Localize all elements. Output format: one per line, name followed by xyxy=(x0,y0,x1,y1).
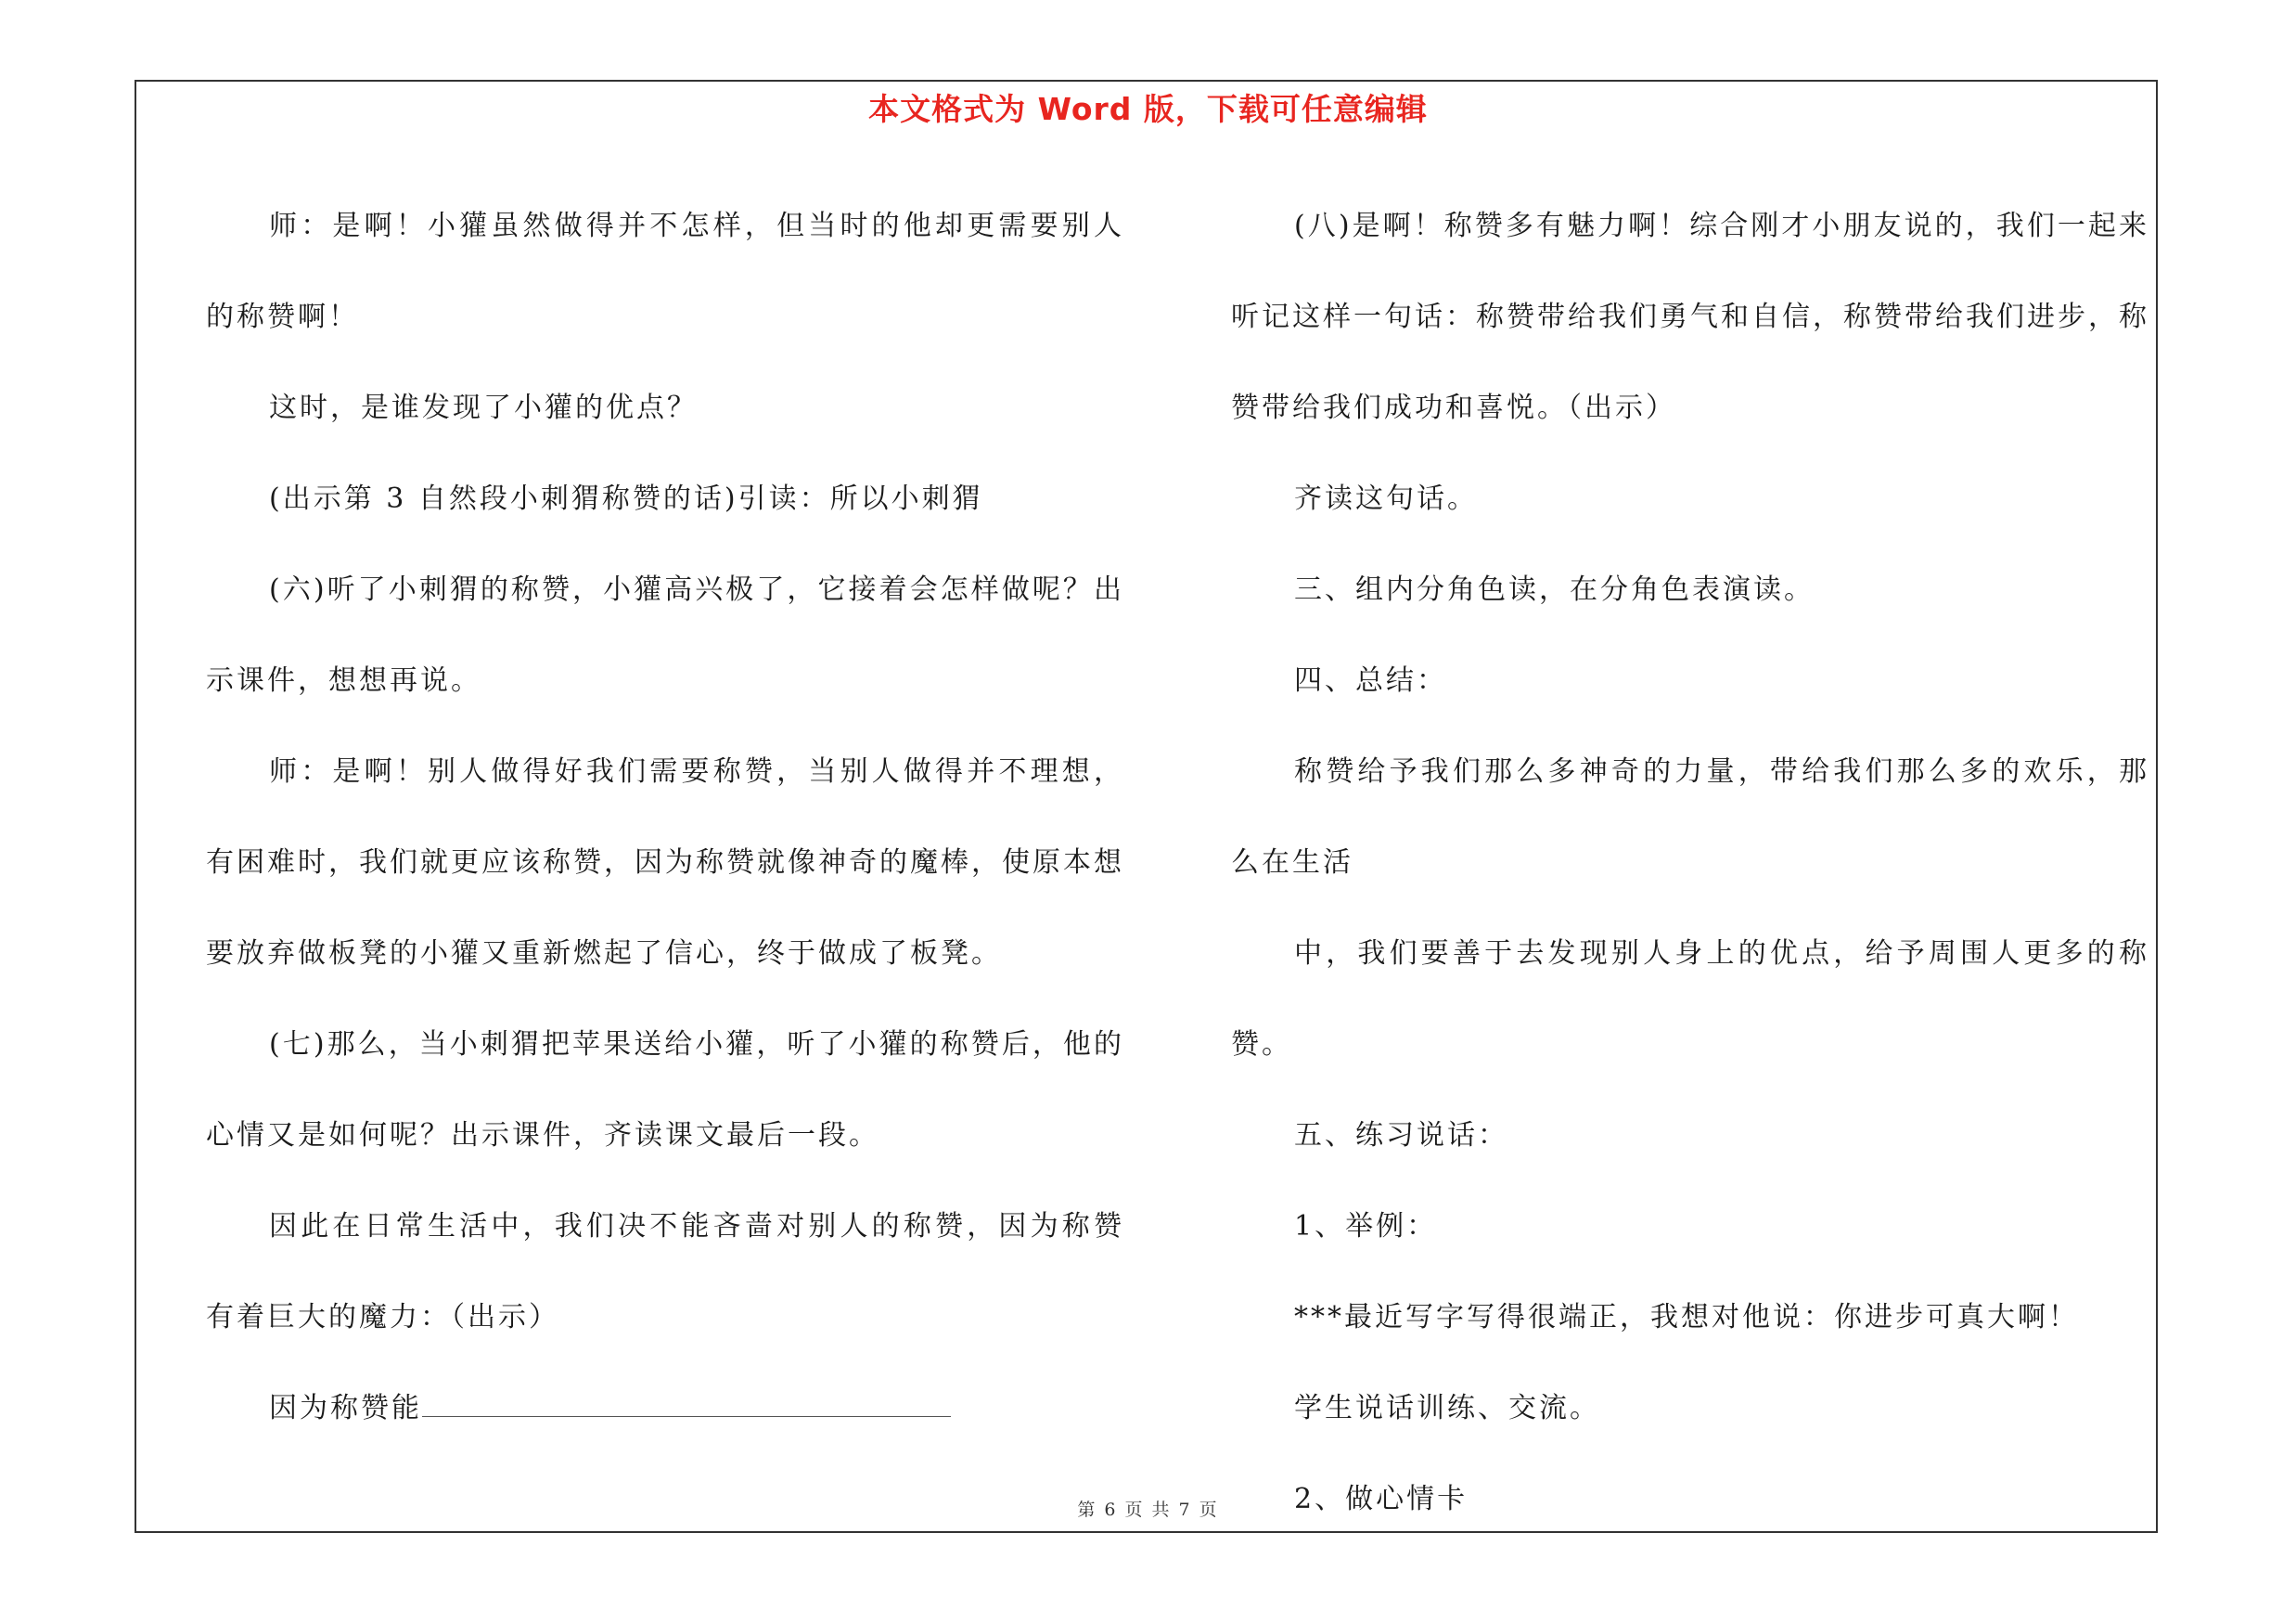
paragraph: 师：是啊！小獾虽然做得并不怎样，但当时的他却更需要别人的称赞啊！ xyxy=(206,210,1124,333)
paragraph: 这时，是谁发现了小獾的优点？ xyxy=(269,392,698,424)
list-item: 1、举例： xyxy=(1294,1210,1438,1243)
paragraph: ***最近写字写得很端正，我想对他说：你进步可真大啊！ xyxy=(1294,1301,2079,1333)
paragraph: (七)那么，当小刺猬把苹果送给小獾，听了小獾的称赞后，他的心情又是如何呢？出示课件，齐读课文最后一段。 xyxy=(206,1028,1124,1152)
fill-in-prompt: 因为称赞能 xyxy=(269,1392,422,1424)
paragraph: 因此在日常生活中，我们决不能吝啬对别人的称赞，因为称赞有着巨大的魔力：（出示） xyxy=(206,1210,1124,1333)
paragraph: (六)听了小刺猬的称赞，小獾高兴极了，它接着会怎样做呢？出示课件，想想再说。 xyxy=(206,573,1124,697)
right-column xyxy=(1231,181,2149,1545)
paragraph: 齐读这句话。 xyxy=(1294,483,1478,515)
paragraph: 称赞给予我们那么多神奇的力量，带给我们那么多的欢乐，那么在生活 xyxy=(1231,755,2149,879)
left-column xyxy=(206,181,1124,1454)
word-format-banner: 本文格式为 Word 版，下载可任意编辑 xyxy=(868,91,1428,127)
paragraph: (八)是啊！称赞多有魅力啊！综合刚才小朋友说的，我们一起来听记这样一句话：称赞带给我们勇气和自信，称赞带给我们进步，称赞带给我们成功和喜悦。（出示） xyxy=(1231,210,2149,424)
fill-in-blank-paragraph xyxy=(206,1363,1124,1454)
paragraph: 中，我们要善于去发现别人身上的优点，给予周围人更多的称赞。 xyxy=(1231,937,2149,1061)
section-heading: 三、组内分角色读，在分角色表演读。 xyxy=(1294,573,1815,606)
section-heading: 五、练习说话： xyxy=(1294,1119,1508,1152)
section-heading: 四、总结： xyxy=(1294,664,1447,697)
fill-in-blank-line xyxy=(422,1394,951,1417)
paragraph: (出示第 3 自然段小刺猬称赞的话)引读：所以小刺猬 xyxy=(269,483,983,515)
page-number: 第 6 页 共 7 页 xyxy=(1077,1500,1219,1520)
paragraph: 师：是啊！别人做得好我们需要称赞，当别人做得并不理想，有困难时，我们就更应该称赞，因为称赞就像神奇的魔棒，使原本想要放弃做板凳的小獾又重新燃起了信心，终于做成了板凳。 xyxy=(206,755,1124,970)
list-item: 2、做心情卡 xyxy=(1294,1483,1469,1515)
paragraph: 学生说话训练、交流。 xyxy=(1294,1392,1600,1424)
